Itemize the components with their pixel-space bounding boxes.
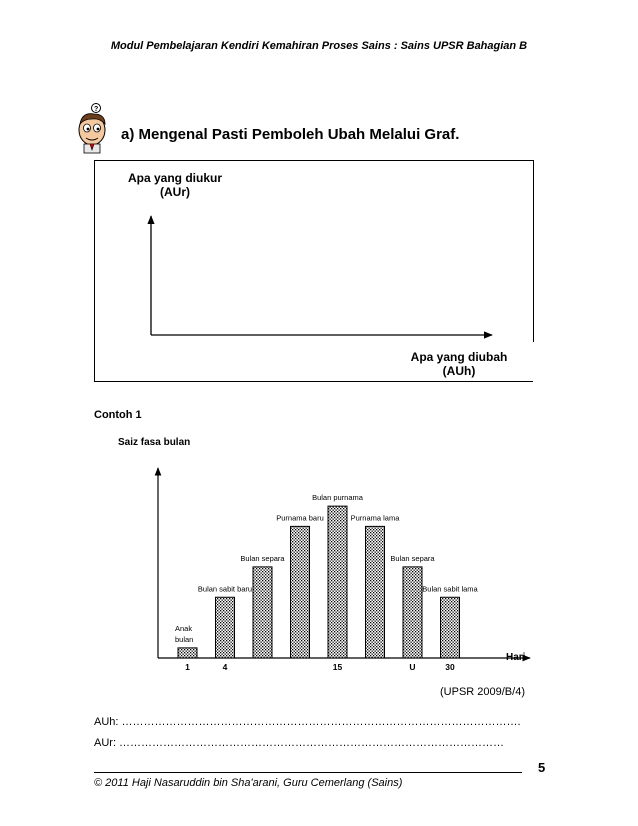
moon-phase-bar [403, 567, 422, 658]
chart-y-label: Saiz fasa bulan [118, 437, 191, 448]
bar-label: Purnama lama [350, 513, 400, 523]
aur-answer-line[interactable]: AUr: …………………………………………………………………………………………… [94, 737, 505, 749]
example-title: Contoh 1 [94, 409, 142, 421]
bar-label: Bulan sabit baru [197, 584, 253, 594]
bar-label: Bulan sabit lama [422, 584, 478, 594]
page-number: 5 [538, 760, 546, 775]
svg-text:?: ? [94, 106, 99, 113]
x-axis-label-line1: Apa yang diubah [410, 350, 508, 364]
x-axis-label [400, 350, 518, 378]
x-tick-label: 30 [445, 662, 455, 672]
footer-copyright: © 2011 Haji Nasaruddin bin Sha'arani, Guru Cemerlang (Sains) [94, 777, 403, 789]
bar-label: Anak [175, 623, 193, 633]
moon-phase-bar [291, 526, 310, 658]
bar-label: Bulan separa [240, 553, 285, 563]
bar-label: Bulan separa [390, 553, 435, 563]
x-tick-label: 15 [332, 662, 343, 672]
moon-phase-bar [366, 526, 385, 658]
x-tick-label: 1 [185, 662, 190, 672]
bar-label: bulan [175, 634, 194, 644]
box-gap [533, 342, 541, 386]
moon-phase-bar [441, 597, 460, 658]
section-title: a) Mengenal Pasti Pemboleh Ubah Melalui Graf. [121, 126, 460, 143]
footer-rule [94, 772, 522, 773]
source-reference: (UPSR 2009/B/4) [440, 686, 525, 698]
y-axis-label-line2: (AUr) [160, 185, 190, 199]
template-axes [94, 160, 534, 382]
moon-phase-bar [328, 506, 347, 658]
moon-phase-bar [178, 648, 197, 658]
auh-answer-line[interactable]: AUh: ………………………………………………………………………………………………. [94, 716, 521, 728]
moon-phase-chart [94, 430, 544, 675]
bar-label: Bulan purnama [312, 493, 363, 503]
y-axis-label-line1: Apa yang diukur [127, 171, 222, 185]
thinking-man-icon [72, 102, 116, 154]
moon-phase-bar [253, 567, 272, 658]
x-tick-label: 4 [222, 662, 228, 672]
chart-x-label: Hari [506, 652, 526, 663]
x-tick-label: U [409, 662, 416, 672]
page-header: Modul Pembelajaran Kendiri Kemahiran Proses Sains : Sains UPSR Bahagian B [110, 40, 528, 52]
moon-phase-bar [216, 597, 235, 658]
bar-label: Purnama baru [276, 513, 324, 523]
x-axis-label-line2: (AUh) [442, 364, 476, 378]
